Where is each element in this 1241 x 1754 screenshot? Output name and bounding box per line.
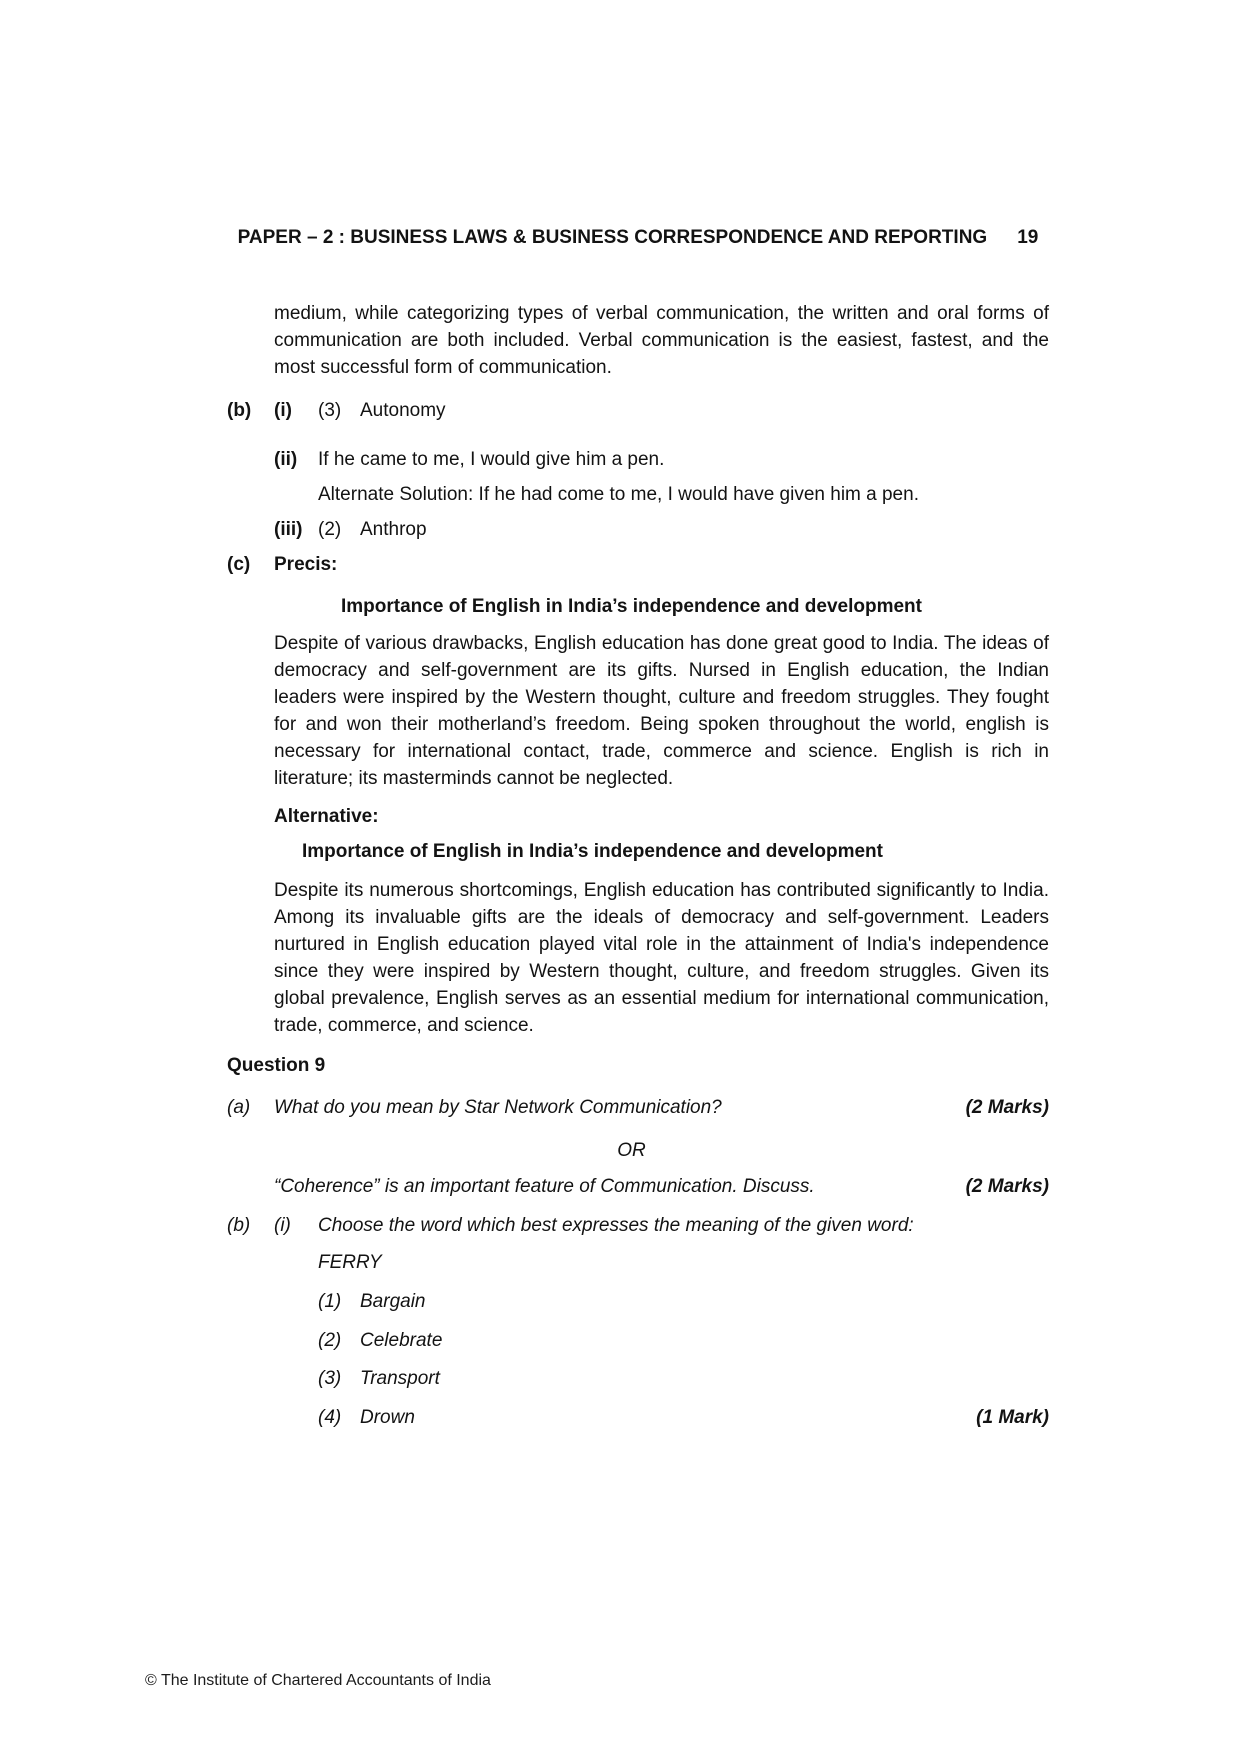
option-2-text: Celebrate [360, 1330, 443, 1351]
question-9-title-row [227, 1052, 1049, 1079]
question-9a-row [227, 1094, 1049, 1121]
answer-b-label: (b) [227, 400, 252, 421]
question-9b-i-text: Choose the word which best expresses the meaning of the given word: [318, 1215, 914, 1236]
answer-b-i-option: (3) [318, 400, 342, 421]
copyright-footer: © The Institute of Chartered Accountants of India [145, 1672, 491, 1689]
option-1-text: Bargain [360, 1291, 426, 1312]
intro-paragraph: medium, while categorizing types of verbal communication, the written and oral forms of communication are both included. Verbal communication is the easiest, fastest, and the most successful form of communication. [274, 303, 1049, 378]
question-9a-alt-text: “Coherence” is an important feature of Communication. Discuss. [274, 1176, 815, 1197]
answer-b-ii-number: (ii) [274, 449, 298, 470]
option-2-number: (2) [318, 1330, 342, 1351]
option-3-number: (3) [318, 1368, 342, 1389]
answer-b-ii-text: If he came to me, I would give him a pen. [318, 449, 665, 470]
alternative-heading: Importance of English in India’s independence and development [302, 841, 883, 862]
question-9b-row [227, 1212, 1049, 1239]
answer-c-label: (c) [227, 554, 251, 575]
alternative-row [227, 803, 1049, 830]
precis-heading: Importance of English in India’s independence and development [341, 596, 922, 617]
question-9b-marks: (1 Mark) [976, 1407, 1049, 1428]
question-9b-word-row [227, 1249, 1049, 1276]
answer-b-i-number: (i) [274, 400, 292, 421]
or-separator: OR [617, 1140, 646, 1161]
alternative-label: Alternative: [274, 806, 379, 827]
question-9a-label: (a) [227, 1097, 251, 1118]
question-9b-i-number: (i) [274, 1215, 291, 1236]
answer-b-i-text: Autonomy [360, 400, 446, 421]
answer-b-ii-alternate-row [227, 481, 1049, 508]
precis-paragraph: Despite of various drawbacks, English education has done great good to India. The ideas of democracy and self-government are its gifts. Nursed in English education, the Indian leaders were inspired by the Western thought, culture and freedom struggles. They fought for and won their motherland’s freedom. Being spoken throughout the world, english is necessary for international contact, trade, commerce and science. English is rich in literature; its masterminds cannot be neglected. [274, 633, 1049, 789]
answer-c-title: Precis: [274, 554, 338, 575]
header-title: PAPER – 2 : BUSINESS LAWS & BUSINESS CORRESPONDENCE AND REPORTING [237, 227, 988, 248]
header-page-number: 19 [1017, 227, 1039, 248]
answer-b-ii-row [227, 446, 1049, 473]
answer-b-iii-text: Anthrop [360, 519, 427, 540]
option-row-1 [227, 1288, 1049, 1315]
option-row-4 [227, 1404, 1049, 1431]
option-row-2 [227, 1327, 1049, 1354]
answer-b-ii-alternate-text: Alternate Solution: If he had come to me, I would have given him a pen. [318, 484, 919, 505]
question-9a-text: What do you mean by Star Network Communication? [274, 1097, 722, 1118]
answer-b-iii-row [227, 516, 1049, 543]
option-row-3 [227, 1365, 1049, 1392]
question-9b-word: FERRY [318, 1252, 382, 1273]
question-9b-label: (b) [227, 1215, 251, 1236]
question-9a-alt-row [227, 1173, 1049, 1200]
question-9a-marks: (2 Marks) [965, 1097, 1049, 1118]
question-9a-alt-marks: (2 Marks) [965, 1176, 1049, 1197]
option-4-text: Drown [360, 1407, 415, 1428]
question-9-title: Question 9 [227, 1055, 326, 1076]
option-1-number: (1) [318, 1291, 342, 1312]
option-3-text: Transport [360, 1368, 440, 1389]
option-4-number: (4) [318, 1407, 342, 1428]
answer-b-i-row [227, 397, 1049, 424]
answer-b-iii-option: (2) [318, 519, 342, 540]
alternative-paragraph: Despite its numerous shortcomings, English education has contributed significantly to India. Among its invaluable gifts are the ideals of democracy and self-government. Leaders nurtured in English education played vital role in the attainment of India's independence since they were inspired by Western thought, culture, and freedom struggles. Given its global prevalence, English serves as an essential medium for international communication, trade, commerce, and science. [274, 880, 1049, 1036]
answer-c-row [227, 551, 1049, 578]
page-header [227, 224, 1049, 251]
answer-b-iii-number: (iii) [274, 519, 303, 540]
